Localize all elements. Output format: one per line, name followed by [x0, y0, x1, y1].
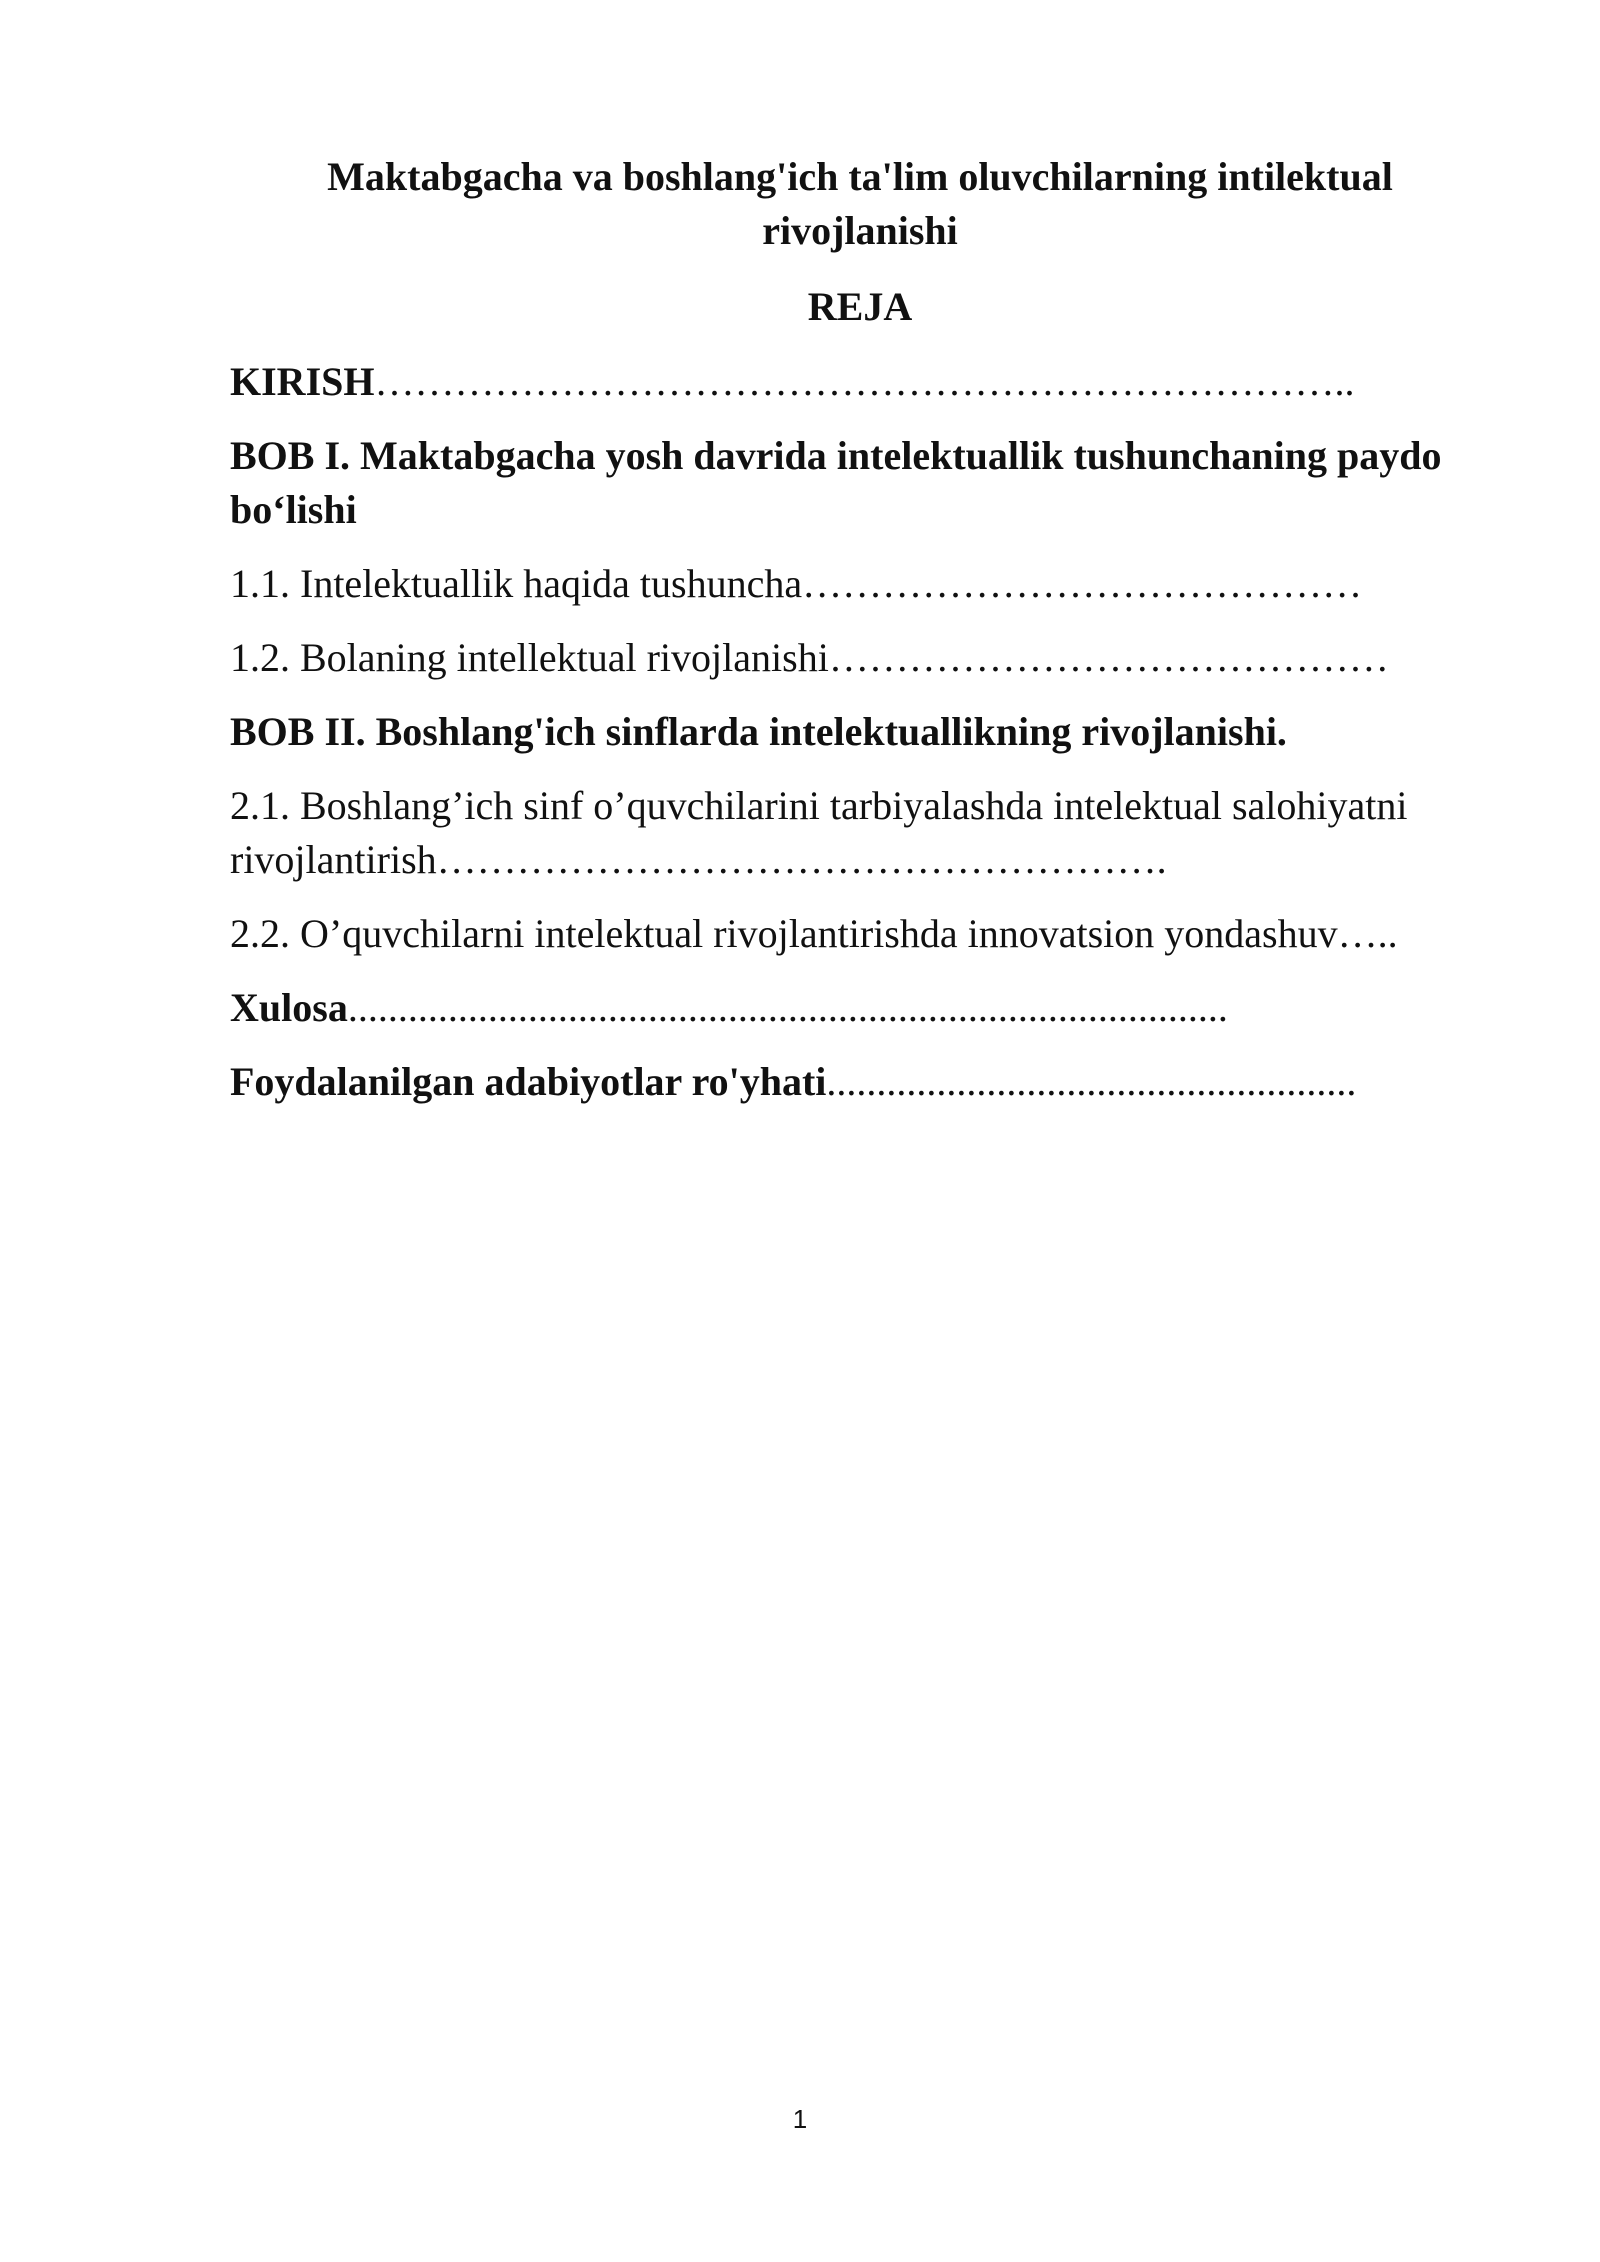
toc-entry-text: Foydalanilgan adabiyotlar ro'yhati [230, 1059, 827, 1104]
toc-entry-1-1 [230, 557, 1530, 611]
toc-entry-text: 2.2. O’quvchilarni intelektual rivojlantirishda innovatsion yondashuv [230, 911, 1338, 956]
toc-entry-leader: …………………………………… [802, 561, 1363, 606]
toc-entry-bob-1 [230, 429, 1530, 537]
toc-entry-2-1 [230, 779, 1470, 887]
toc-entry-text: 1.1. Intelektuallik haqida tushuncha [230, 561, 803, 606]
toc-entry-1-2 [230, 631, 1530, 685]
toc-entry-text: KIRISH [230, 359, 375, 404]
plan-heading: REJA [807, 284, 913, 329]
toc-entry-text: BOB I. Maktabgacha yosh davrida intelektuallik tushunchaning paydo bo‘lishi [230, 433, 1442, 532]
toc-entry-leader: …………………………………… [828, 635, 1389, 680]
table-of-contents [230, 355, 1530, 1129]
toc-entry-2-2 [230, 907, 1530, 961]
toc-entry-leader: ........................................................................................ [347, 985, 1228, 1030]
toc-entry-text: BOB II. Boshlang'ich sinflarda intelektuallikning rivojlanishi. [230, 709, 1287, 754]
toc-entry-text: Xulosa [230, 985, 348, 1030]
toc-entry-references [230, 1055, 1530, 1109]
toc-entry-text: 1.2. Bolaning intellektual rivojlanishi [230, 635, 829, 680]
toc-entry-leader: ….. [1337, 911, 1398, 956]
toc-entry-kirish [230, 355, 1530, 409]
toc-entry-leader: ……………………………………………………………….. [374, 359, 1355, 404]
document-title: Maktabgacha va boshlang'ich ta'lim oluvchilarning intilektual rivojlanishi [327, 154, 1393, 253]
toc-entry-leader: ..................................................... [826, 1059, 1357, 1104]
page-number: 1 [792, 2104, 808, 2134]
toc-entry-bob-2 [230, 705, 1530, 759]
toc-entry-leader: ………………………………………………. [436, 837, 1167, 882]
toc-entry-xulosa [230, 981, 1530, 1035]
toc-entry-text: 2.1. Boshlang’ich sinf o’quvchilarini tarbiyalashda intelektual salohiyatni rivojlantirish [230, 783, 1408, 882]
